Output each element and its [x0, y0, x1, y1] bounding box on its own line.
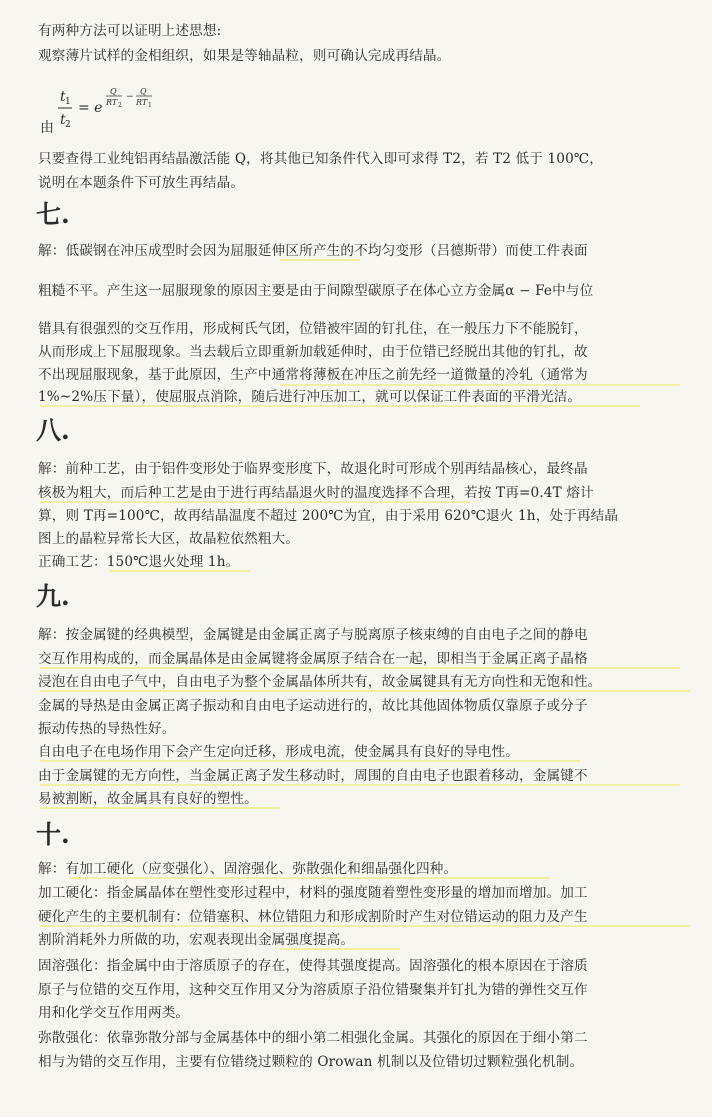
intro-line-3: 只要查得工业纯铝再结晶激活能 Q，将其他已知条件代入即可求得 T2，若 T2 低于 100℃， [38, 151, 603, 167]
svg-text:−: − [126, 92, 134, 102]
section-9-line: 振动传热的导热性好。 [38, 721, 176, 737]
section-10-line: 固溶强化：指金属中由于溶质原子的存在，使得其强度提高。固溶强化的根本原因在于溶质 [38, 958, 588, 974]
section-9-line: 交互作用构成的，而金属晶体是由金属键将金属原子结合在一起，即相当于金属正离子晶格 [38, 651, 588, 667]
svg-text:1: 1 [65, 97, 71, 107]
section-8-line: 算，则 T再=100℃，故再结晶温度不超过 200℃为宜，由于采用 620℃退火 1h，处于再结晶 [38, 508, 619, 524]
svg-text:Q: Q [110, 87, 117, 96]
svg-text:2: 2 [65, 120, 71, 130]
formula-prefix: 由 [40, 120, 54, 136]
section-9-line: 金属的导热是由金属正离子振动和自由电子运动进行的，故比其他固体物质仅靠原子或分子 [38, 698, 588, 714]
section-7-line: 1%~2%压下量），使屈服点消除，随后进行冲压加工，就可以保证工件表面的平滑光洁。 [38, 389, 582, 405]
section-10-line: 用和化学交互作用两类。 [38, 1005, 190, 1021]
section-9-line: 易被割断，故金属具有良好的塑性。 [38, 791, 258, 807]
section-9-line: 解：按金属键的经典模型，金属键是由金属正离子与脱离原子核束缚的自由电子之间的静电 [38, 627, 588, 643]
svg-text:Q: Q [140, 87, 147, 96]
section-8-line: 图上的晶粒异常长大区，故晶粒依然粗大。 [38, 531, 300, 547]
section-9-heading: 九. [36, 582, 70, 611]
svg-text:t: t [60, 89, 66, 105]
section-9-line: 由于金属键的无方向性，当金属正离子发生移动时，周围的自由电子也跟着移动，金属键不 [38, 768, 588, 784]
section-7-line: 不出现屈服现象，基于此原因，生产中通常将薄板在冲压之前先经一道微量的冷轧（通常为 [38, 367, 588, 383]
section-10-line: 弥散强化：依靠弥散分部与金属基体中的细小第二相强化金属。其强化的原因在于细小第二 [38, 1030, 588, 1046]
section-7-line: 粗糙不平。产生这一屈服现象的原因主要是由于间隙型碳原子在体心立方金属α − Fe中与位 [38, 283, 594, 299]
section-7-line: 从而形成上下屈服现象。当去载后立即重新加载延伸时，由于位错已经脱出其他的钉扎，故 [38, 344, 588, 360]
svg-text:1: 1 [148, 102, 152, 109]
svg-text:t: t [60, 112, 66, 128]
section-8-line: 解：前种工艺，由于铝件变形处于临界变形度下，故退化时可形成个别再结晶核心，最终晶 [38, 461, 588, 477]
intro-line-2: 观察薄片试样的金相组织，如果是等轴晶粒，则可确认完成再结晶。 [38, 48, 451, 64]
svg-text:= e: = e [78, 100, 103, 116]
svg-text:RT: RT [136, 98, 148, 107]
section-8-line: 核极为粗大，而后种工艺是由于进行再结晶退火时的温度选择不合理，若按 T再=0.4T 熔计 [38, 485, 594, 501]
section-10-line: 相与为错的交互作用，主要有位错绕过颗粒的 Orowan 机制以及位错切过颗粒强化机制。 [38, 1054, 584, 1070]
section-7-line: 错具有很强烈的交互作用，形成柯氏气团，位错被牢固的钉扎住，在一般压力下不能脱钉， [38, 321, 588, 337]
intro-line-1: 有两种方法可以证明上述思想: [38, 23, 222, 39]
section-7-heading: 七. [36, 200, 70, 229]
section-7-line: 解：低碳钢在冲压成型时会因为屈服延伸区所产生的不均匀变形（吕德斯带）而使工件表面 [38, 243, 588, 259]
section-9-line: 浸泡在自由电子气中，自由电子为整个金属晶体所共有，故金属键具有无方向性和无饱和性。 [38, 674, 602, 690]
section-10-line: 割阶消耗外力所做的功，宏观表现出金属强度提高。 [38, 932, 355, 948]
section-10-line: 解：有加工硬化（应变强化）、固溶强化、弥散强化和细晶强化四种。 [38, 861, 458, 877]
section-10-heading: 十. [36, 820, 70, 849]
section-10-line: 原子与位错的交互作用，这种交互作用又分为溶质原子沿位错聚集并钉扎为错的弹性交互作 [38, 982, 588, 998]
section-9-line: 自由电子在电场作用下会产生定向迁移，形成电流，使金属具有良好的导电性。 [38, 744, 520, 760]
arrhenius-formula [38, 80, 238, 140]
svg-text:RT: RT [106, 98, 118, 107]
section-8-heading: 八. [36, 416, 70, 445]
section-10-line: 硬化产生的主要机制有：位错塞积、林位错阻力和形成割阶时产生对位错运动的阻力及产生 [38, 909, 588, 925]
intro-line-4: 说明在本题条件下可放生再结晶。 [38, 175, 245, 191]
section-8-line: 正确工艺：150℃退火处理 1h。 [38, 554, 240, 570]
section-10-line: 加工硬化：指金属晶体在塑性变形过程中，材料的强度随着塑性变形量的增加而增加。加工 [38, 885, 588, 901]
svg-text:2: 2 [118, 102, 122, 109]
